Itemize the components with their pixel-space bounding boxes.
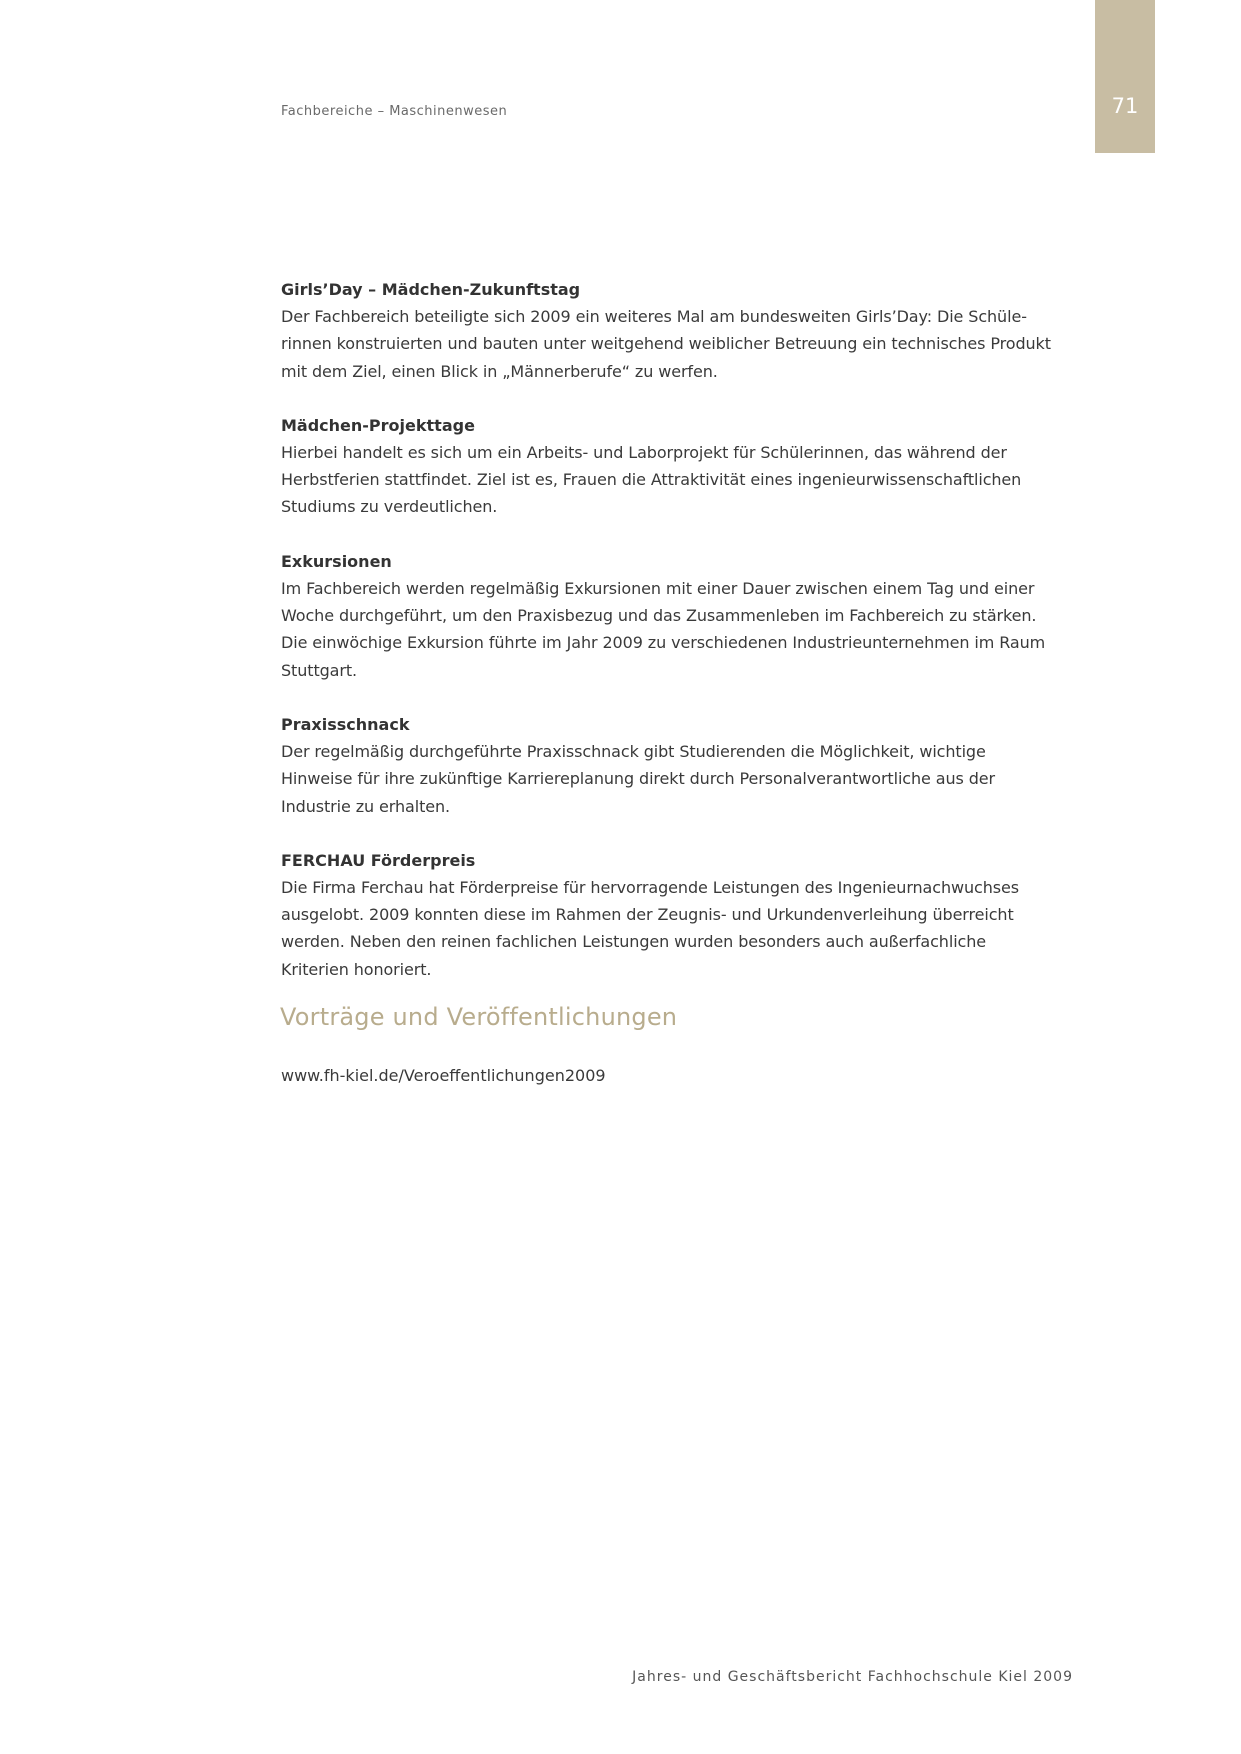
text-line: Der regelmäßig durchgeführte Praxisschnack gibt Studierenden die Möglichkeit, wichtige	[281, 741, 986, 761]
section-title: Girls’Day – Mädchen-Zukunftstag	[281, 280, 581, 299]
text-line: Stuttgart.	[281, 660, 358, 680]
text-line: Hierbei handelt es sich um ein Arbeits- und Laborprojekt für Schülerinnen, das während der	[281, 442, 1007, 462]
text-line: werden. Neben den reinen fachlichen Leistungen wurden besonders auch außerfachliche	[281, 932, 987, 952]
section-title: Exkursionen	[281, 551, 392, 571]
page-number-tab	[1095, 0, 1155, 153]
text-line: Studiums zu verdeutlichen.	[281, 497, 498, 517]
section-title: Praxisschnack	[281, 714, 410, 734]
main-content	[281, 276, 1081, 1010]
section-body	[281, 439, 1081, 521]
text-line: Die einwöchige Exkursion führte im Jahr 2009 zu verschiedenen Industrieunternehmen im Raum	[281, 633, 1046, 653]
section-title: FERCHAU Förderpreis	[281, 850, 476, 870]
section-ferchau-foerderpreis	[281, 847, 1081, 983]
text-line: ausgelobt. 2009 konnten diese im Rahmen der Zeugnis- und Urkundenverleihung überreicht	[281, 905, 1014, 925]
section-body	[281, 874, 1081, 983]
section-girls-day	[281, 276, 1081, 385]
section-maedchen-projekttage	[281, 412, 1081, 521]
section-title: Mädchen-Projekttage	[281, 415, 475, 435]
running-header: Fachbereiche – Maschinenwesen	[281, 104, 508, 119]
text-line: Die Firma Ferchau hat Förderpreise für hervorragende Leistungen des Ingenieurnachwuchses	[281, 877, 1019, 897]
section-exkursionen	[281, 548, 1081, 684]
page-number: 71	[1111, 94, 1139, 118]
text-line: rinnen konstruierten und bauten unter weitgehend weiblicher Betreuung ein technisches Produkt	[281, 334, 1051, 354]
publications-link[interactable]: www.fh-kiel.de/Veroeffentlichungen2009	[281, 1066, 606, 1085]
text-line: Im Fachbereich werden regelmäßig Exkursionen mit einer Dauer zwischen einem Tag und einer	[281, 578, 1035, 598]
text-line: Herbstferien stattfindet. Ziel ist es, Frauen die Attraktivität eines ingenieurwissenschaftlichen	[281, 470, 1022, 490]
section-body	[281, 738, 1081, 820]
section-praxisschnack	[281, 711, 1081, 820]
section-body	[281, 575, 1081, 684]
text-line: Industrie zu erhalten.	[281, 796, 451, 816]
page-footer: Jahres- und Geschäftsbericht Fachhochschule Kiel 2009	[632, 1669, 1073, 1685]
text-line: Hinweise für ihre zukünftige Karriereplanung direkt durch Personalverantwortliche aus der	[281, 769, 996, 789]
publications-heading: Vorträge und Veröffentlichungen	[280, 1003, 678, 1031]
text-line: Woche durchgeführt, um den Praxisbezug und das Zusammenleben im Fachbereich zu stärken.	[281, 606, 1037, 626]
text-line: Der Fachbereich beteiligte sich 2009 ein weiteres Mal am bundesweiten Girls’Day: Die Schüle-	[281, 307, 1027, 326]
text-line: Kriterien honoriert.	[281, 959, 432, 979]
section-body	[281, 303, 1081, 385]
text-line: mit dem Ziel, einen Blick in „Männerberufe“ zu werfen.	[281, 361, 718, 381]
